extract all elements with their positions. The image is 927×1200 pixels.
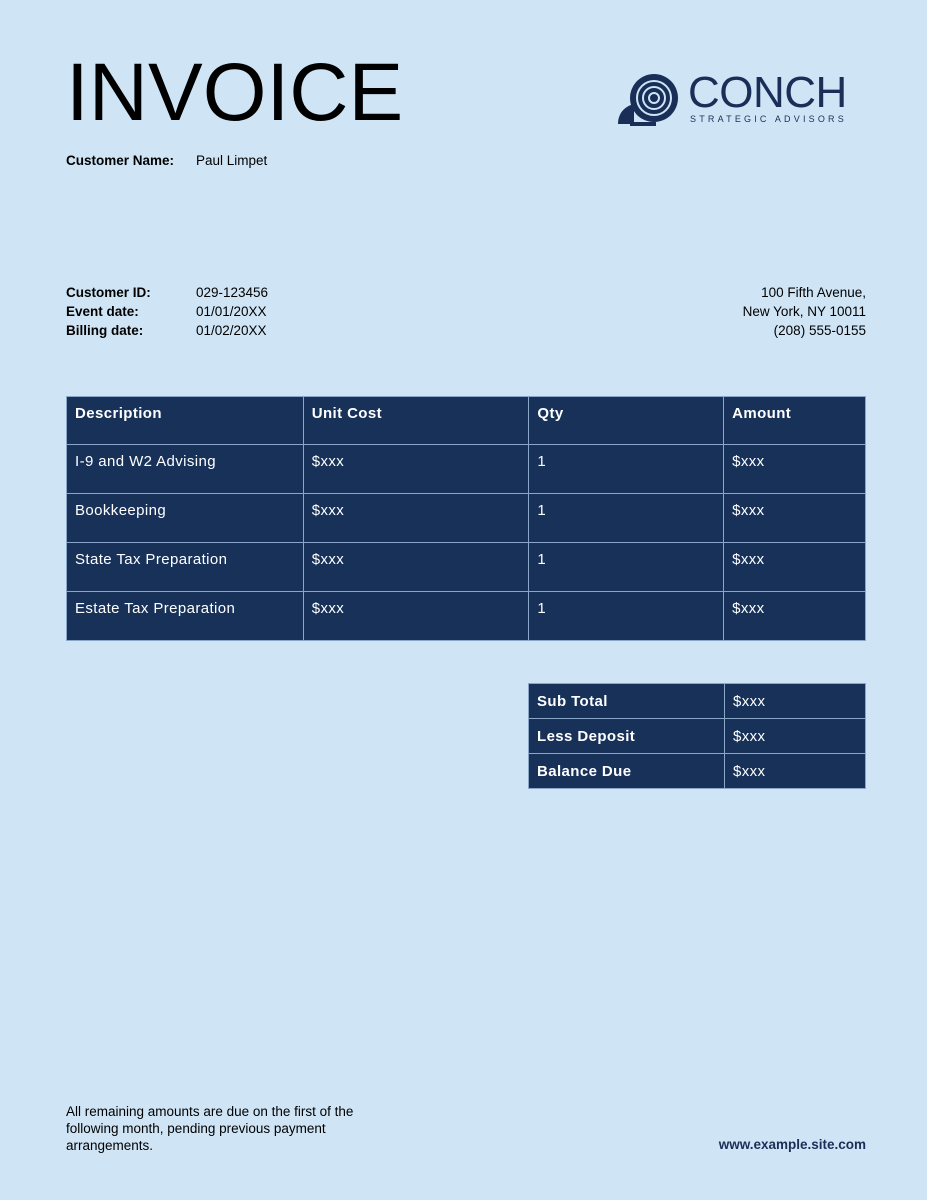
cell-unit-cost: $xxx xyxy=(303,445,529,494)
logo-tagline: STRATEGIC ADVISORS xyxy=(690,114,847,124)
table-row xyxy=(67,543,866,592)
balance-due-value: $xxx xyxy=(725,754,866,789)
deposit-row xyxy=(529,719,866,754)
event-date-value: 01/01/20XX xyxy=(196,304,267,319)
cell-description: Bookkeeping xyxy=(67,494,304,543)
totals-table xyxy=(528,683,866,789)
cell-amount: $xxx xyxy=(724,543,866,592)
deposit-label: Less Deposit xyxy=(529,719,725,754)
logo-name: CONCH xyxy=(688,68,847,117)
header-amount: Amount xyxy=(724,397,866,445)
cell-unit-cost: $xxx xyxy=(303,494,529,543)
address-phone: (208) 555-0155 xyxy=(773,323,866,338)
cell-description: I-9 and W2 Advising xyxy=(67,445,304,494)
company-logo xyxy=(616,70,868,128)
cell-unit-cost: $xxx xyxy=(303,543,529,592)
invoice-title: INVOICE xyxy=(66,47,404,138)
company-address xyxy=(743,283,866,340)
table-header-row xyxy=(67,397,866,445)
website-link[interactable]: www.example.site.com xyxy=(718,1137,866,1152)
customer-name-value: Paul Limpet xyxy=(196,153,268,168)
cell-amount: $xxx xyxy=(724,494,866,543)
billing-date-label: Billing date: xyxy=(66,323,144,338)
header-description: Description xyxy=(67,397,304,445)
subtotal-row xyxy=(529,684,866,719)
conch-shell-icon xyxy=(616,72,682,126)
cell-unit-cost: $xxx xyxy=(303,592,529,641)
items-table xyxy=(66,396,866,641)
address-line-1: 100 Fifth Avenue, xyxy=(761,285,866,300)
subtotal-value: $xxx xyxy=(725,684,866,719)
cell-amount: $xxx xyxy=(724,592,866,641)
event-date-label: Event date: xyxy=(66,304,139,319)
customer-name-label: Customer Name: xyxy=(66,153,175,168)
cell-qty: 1 xyxy=(529,494,724,543)
table-row xyxy=(67,592,866,641)
cell-amount: $xxx xyxy=(724,445,866,494)
cell-qty: 1 xyxy=(529,592,724,641)
balance-due-row xyxy=(529,754,866,789)
header-qty: Qty xyxy=(529,397,724,445)
balance-due-label: Balance Due xyxy=(529,754,725,789)
header-unit-cost: Unit Cost xyxy=(303,397,529,445)
address-line-2: New York, NY 10011 xyxy=(742,304,866,319)
customer-id-label: Customer ID: xyxy=(66,285,151,300)
payment-terms-note: All remaining amounts are due on the first of the following month, pending previous payment arrangements. xyxy=(66,1104,354,1153)
customer-name-row xyxy=(66,151,366,171)
table-row xyxy=(67,494,866,543)
table-row xyxy=(67,445,866,494)
cell-qty: 1 xyxy=(529,445,724,494)
billing-date-value: 01/02/20XX xyxy=(196,323,267,338)
cell-qty: 1 xyxy=(529,543,724,592)
deposit-value: $xxx xyxy=(725,719,866,754)
invoice-meta xyxy=(66,283,366,343)
subtotal-label: Sub Total xyxy=(529,684,725,719)
cell-description: Estate Tax Preparation xyxy=(67,592,304,641)
cell-description: State Tax Preparation xyxy=(67,543,304,592)
customer-id-value: 029-123456 xyxy=(196,285,269,300)
